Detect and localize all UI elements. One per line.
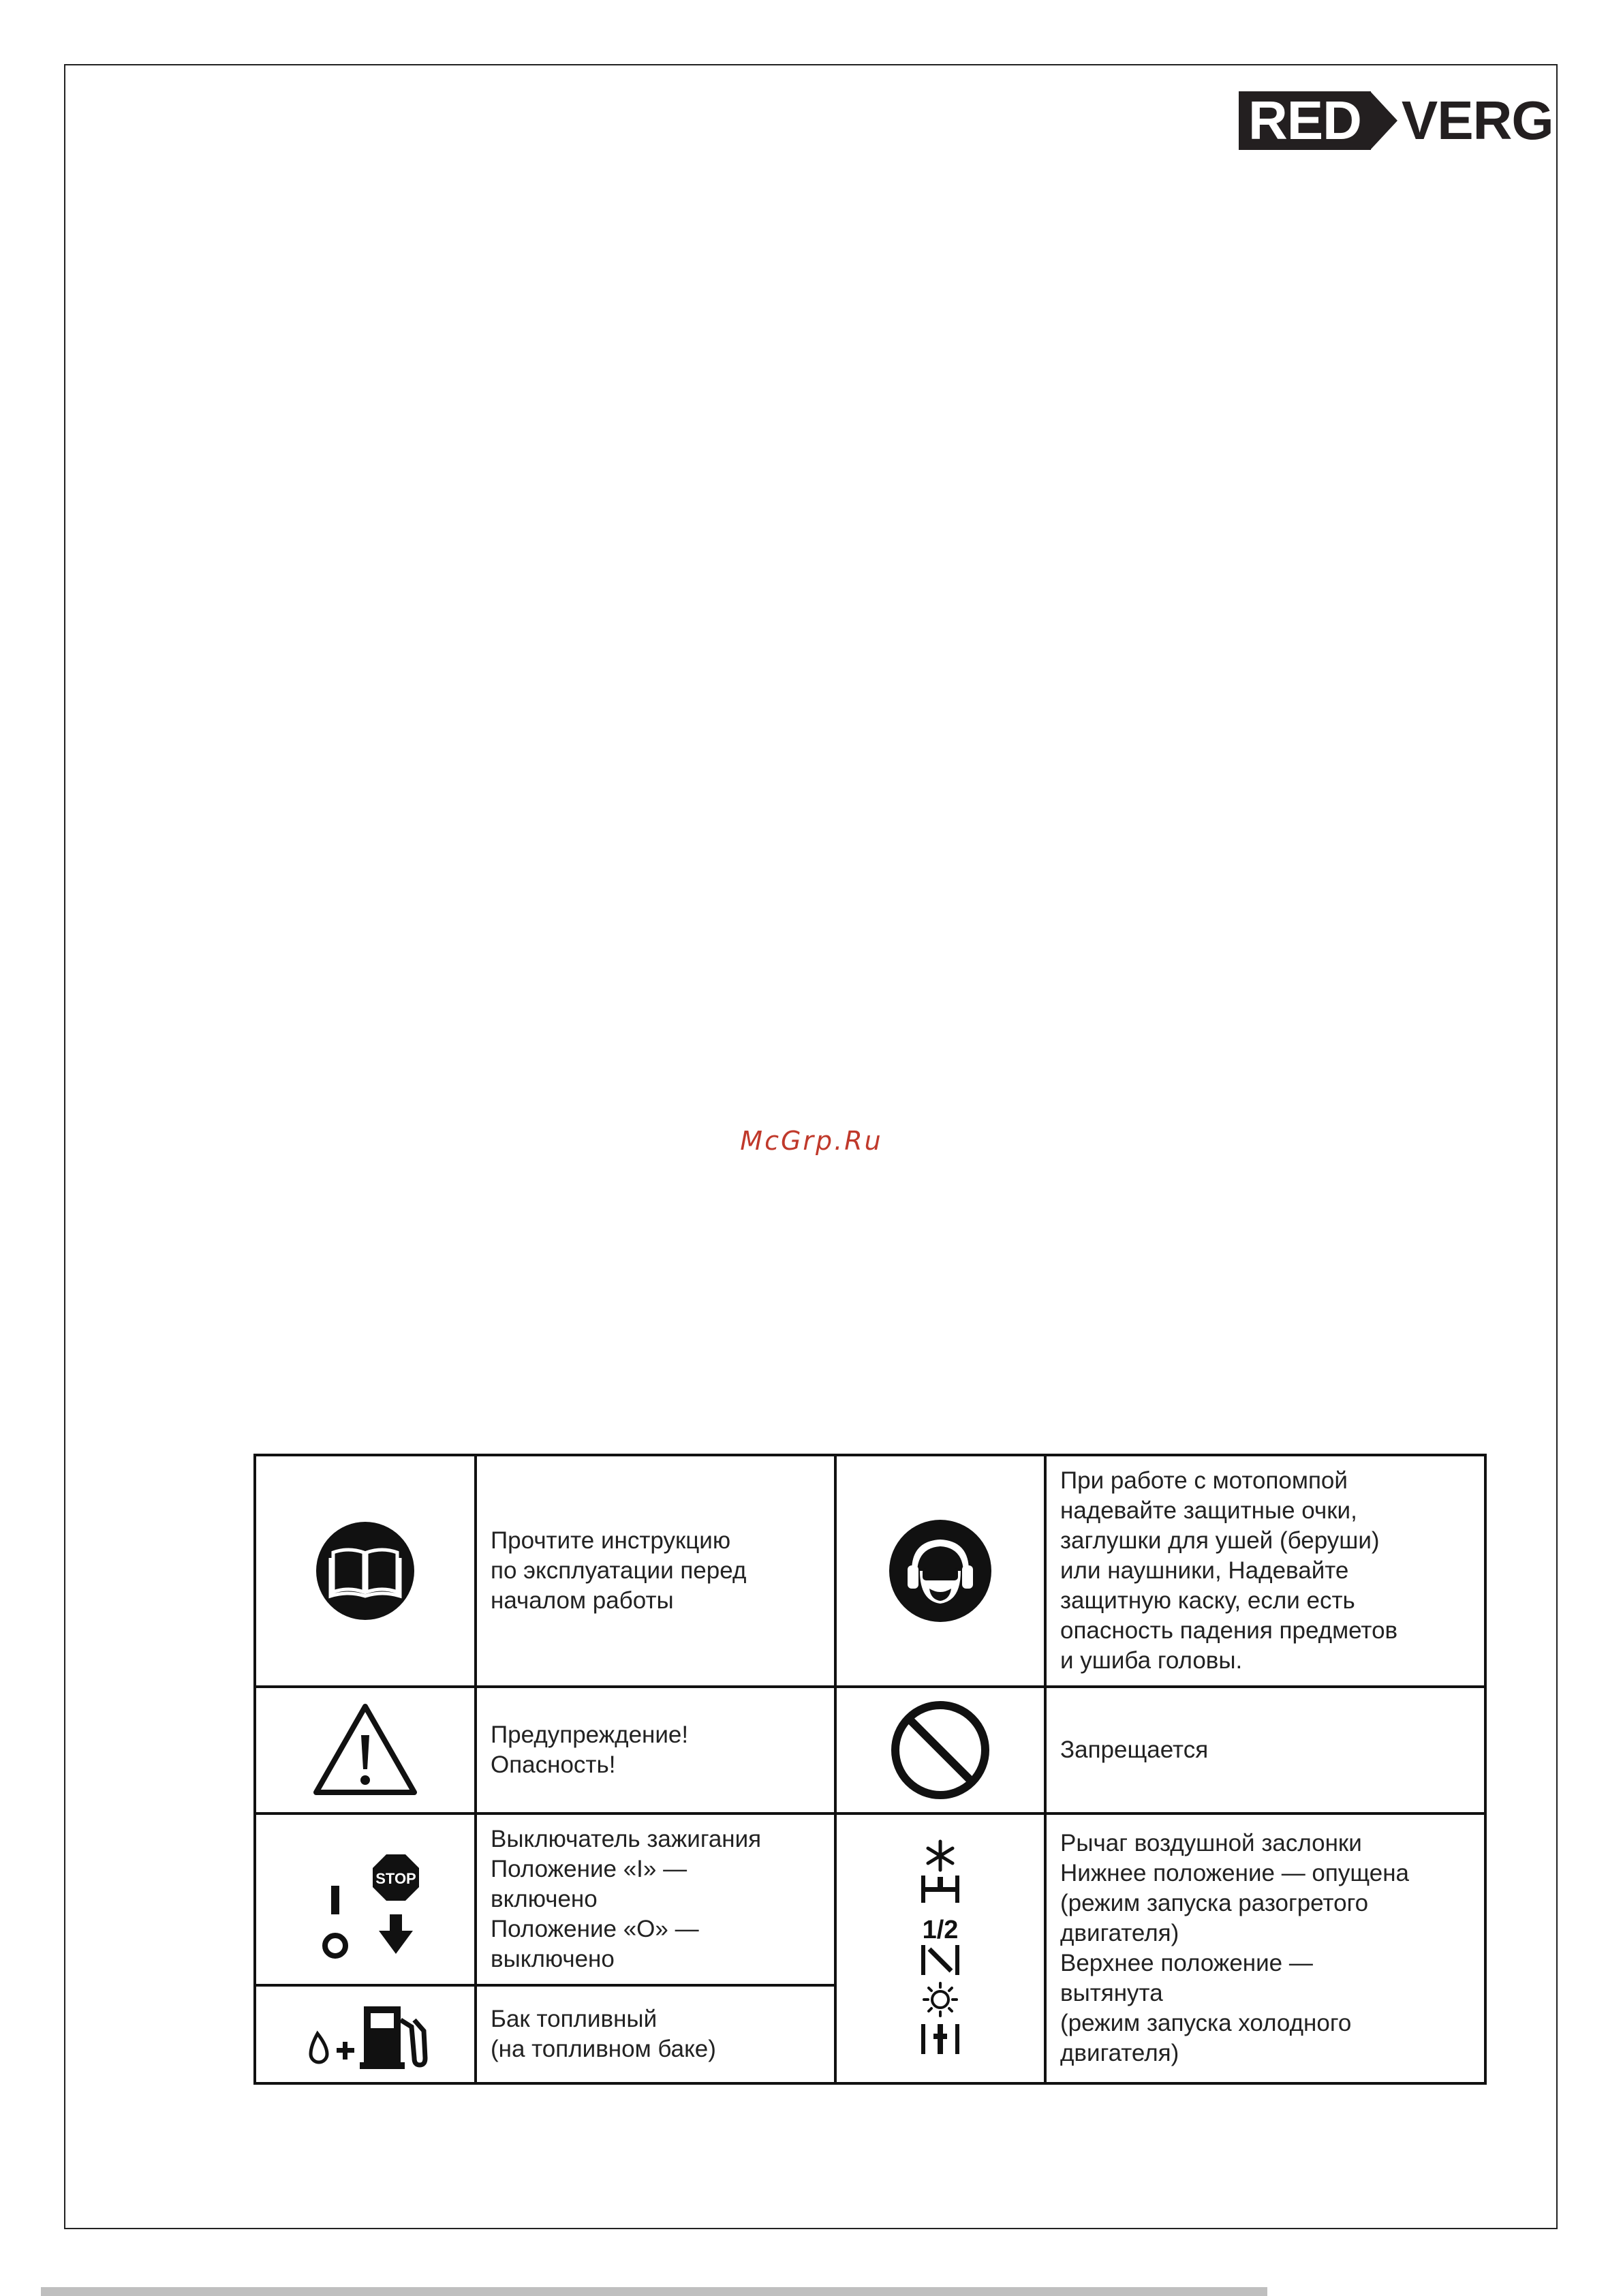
logo-red-part: RED [1239,91,1371,150]
table-row [255,1455,1485,1687]
snowflake-icon [928,1841,953,1870]
choke-lever-text: Рычаг воздушной заслонки Нижнее положение — опущена (режим запуска разогретого двигателя) Верхнее положение — вытянута (режим запуска холодного двигателя) [1060,1830,1410,2066]
half-position-label: 1/2 [922,1916,959,1944]
fuel-tank-icon [297,1997,433,2072]
warning-triangle-icon [311,1701,420,1799]
text-cell [476,1813,835,1985]
prohibited-text: Запрещается [1060,1736,1209,1763]
text-cell [476,1985,835,2083]
scan-edge-strip [41,2287,1267,2296]
text-cell [1045,1455,1485,1687]
icon-cell [255,1455,476,1687]
stop-sign-label: STOP [375,1870,416,1887]
ignition-switch-text: Выключатель зажигания Положение «I» — включено Положение «O» — выключено [491,1826,762,1972]
icon-cell [255,1985,476,2083]
prohibited-icon [889,1699,991,1801]
sun-icon [924,1983,957,2016]
safety-symbols-table [253,1454,1487,2085]
warning-text: Предупреждение! Опасность! [491,1721,689,1778]
watermark: McGrp.Ru [740,1126,883,1156]
text-cell [476,1687,835,1813]
fuel-tank-text: Бак топливный (на топливном баке) [491,2006,716,2062]
logo-verg-part: VERG [1401,90,1554,151]
read-manual-text: Прочтите инструкцию по эксплуатации перед началом работы [491,1527,747,1614]
ignition-switch-icon [290,1838,440,1961]
icon-cell [835,1813,1045,2083]
icon-cell [255,1813,476,1985]
redverg-logo [1239,91,1554,150]
table-row [255,1687,1485,1813]
protective-equipment-text: При работе с мотопомпой надевайте защитные очки, заглушки для ушей (беруши) или наушники, Надевайте защитную каску, если есть опасность падения предметов и ушиба головы. [1060,1467,1398,1674]
read-manual-icon [314,1520,416,1622]
choke-lever-icon [899,1836,981,2061]
icon-cell [835,1455,1045,1687]
text-cell [1045,1813,1485,2083]
text-cell [476,1455,835,1687]
protective-equipment-icon [887,1518,993,1624]
logo-notch [1370,91,1397,150]
icon-cell [255,1687,476,1813]
text-cell [1045,1687,1485,1813]
table-row [255,1813,1485,1985]
icon-cell [835,1687,1045,1813]
